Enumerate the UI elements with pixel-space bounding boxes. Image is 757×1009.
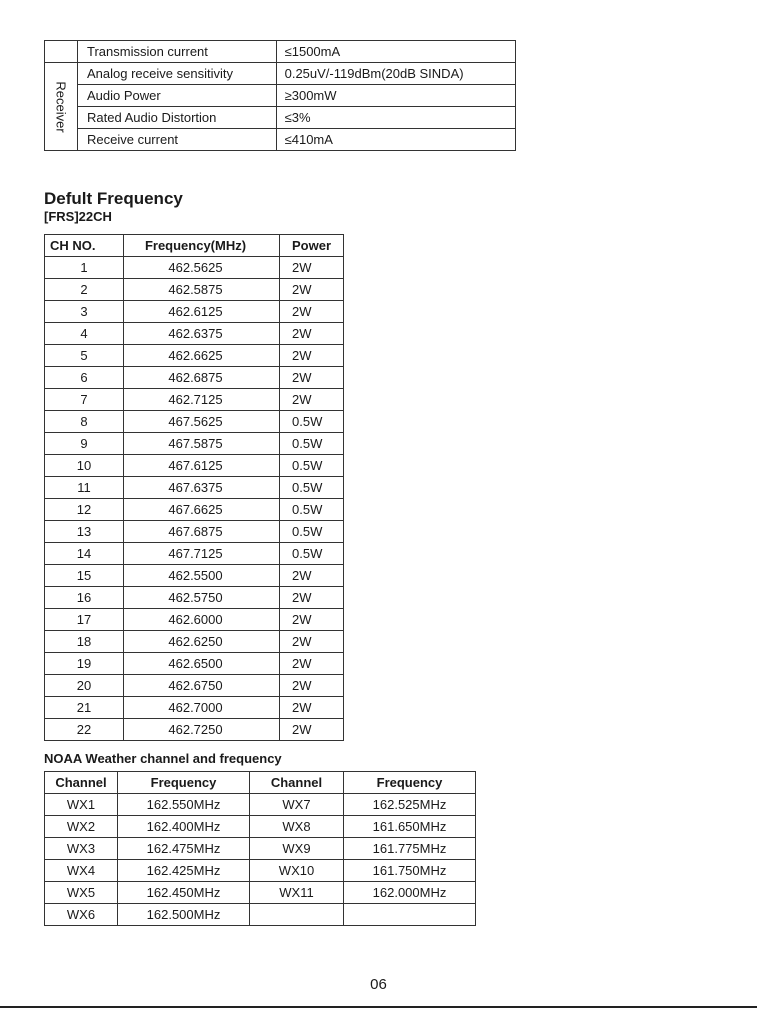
table-row [45,631,344,653]
table-row [45,367,344,389]
channel-power: 2W [280,345,344,367]
channel-number: 22 [45,719,124,741]
channel-number: 9 [45,433,124,455]
channel-power: 0.5W [280,543,344,565]
channel-number: 2 [45,279,124,301]
channel-frequency: 467.6125 [124,455,280,477]
table-row [45,882,476,904]
table-row [45,301,344,323]
channel-power: 0.5W [280,521,344,543]
channel-frequency: 467.6875 [124,521,280,543]
channel-number: 5 [45,345,124,367]
channel-frequency: 462.5625 [124,257,280,279]
table-row [45,609,344,631]
table-row [45,323,344,345]
noaa-channel: WX7 [250,794,344,816]
channel-frequency: 467.6625 [124,499,280,521]
channel-power: 0.5W [280,455,344,477]
spec-label: Audio Power [78,85,277,107]
noaa-frequency: 162.400MHz [118,816,250,838]
table-row [45,860,476,882]
channel-number: 14 [45,543,124,565]
channel-number: 8 [45,411,124,433]
table-row [45,41,516,63]
noaa-title: NOAA Weather channel and frequency [44,751,282,766]
column-header: Channel [250,772,344,794]
channel-power: 2W [280,631,344,653]
channel-frequency: 462.7000 [124,697,280,719]
table-row [45,838,476,860]
channel-power: 2W [280,697,344,719]
noaa-frequency [344,904,476,926]
noaa-channel: WX9 [250,838,344,860]
table-row [45,697,344,719]
channel-power: 2W [280,301,344,323]
channel-power: 2W [280,279,344,301]
noaa-frequency: 161.775MHz [344,838,476,860]
table-row [45,433,344,455]
channel-frequency: 462.6625 [124,345,280,367]
receiver-side-label: Receiver [53,80,69,133]
channel-number: 13 [45,521,124,543]
channel-power: 2W [280,719,344,741]
channel-frequency: 462.6000 [124,609,280,631]
channel-number: 11 [45,477,124,499]
table-row [45,816,476,838]
table-row [45,63,516,85]
table-row [45,389,344,411]
channel-frequency: 462.5875 [124,279,280,301]
channel-number: 15 [45,565,124,587]
table-row [45,719,344,741]
table-row [45,129,516,151]
channel-frequency: 462.6375 [124,323,280,345]
channel-number: 16 [45,587,124,609]
channel-power: 2W [280,389,344,411]
channel-frequency: 462.5750 [124,587,280,609]
side-cell-blank [45,41,78,63]
spec-label: Rated Audio Distortion [78,107,277,129]
noaa-frequency: 162.525MHz [344,794,476,816]
receiver-spec-table [44,40,516,151]
table-row [45,85,516,107]
noaa-frequency: 161.750MHz [344,860,476,882]
channel-frequency: 462.5500 [124,565,280,587]
channel-number: 4 [45,323,124,345]
section-subtitle: [FRS]22CH [44,209,112,224]
noaa-channel: WX4 [45,860,118,882]
channel-number: 21 [45,697,124,719]
column-header: Power [280,235,344,257]
channel-frequency: 462.6125 [124,301,280,323]
channel-number: 18 [45,631,124,653]
noaa-channel: WX11 [250,882,344,904]
channel-power: 2W [280,609,344,631]
table-header-row [45,772,476,794]
channel-power: 0.5W [280,477,344,499]
spec-label: Transmission current [78,41,277,63]
noaa-frequency: 161.650MHz [344,816,476,838]
channel-number: 12 [45,499,124,521]
noaa-channel-table [44,771,476,926]
spec-value: ≤1500mA [276,41,515,63]
noaa-frequency: 162.550MHz [118,794,250,816]
channel-number: 20 [45,675,124,697]
table-row [45,279,344,301]
section-title: Defult Frequency [44,189,183,208]
table-row [45,904,476,926]
table-row [45,565,344,587]
table-row [45,794,476,816]
table-row [45,257,344,279]
table-row [45,587,344,609]
column-header: Frequency [344,772,476,794]
noaa-frequency: 162.450MHz [118,882,250,904]
spec-value: ≤3% [276,107,515,129]
table-row [45,521,344,543]
noaa-channel: WX6 [45,904,118,926]
channel-frequency: 462.7250 [124,719,280,741]
spec-label: Receive current [78,129,277,151]
channel-power: 2W [280,565,344,587]
channel-power: 2W [280,675,344,697]
noaa-channel: WX8 [250,816,344,838]
page-number: 06 [370,976,387,993]
noaa-channel: WX2 [45,816,118,838]
column-header: Frequency(MHz) [124,235,280,257]
channel-frequency: 462.6500 [124,653,280,675]
channel-number: 17 [45,609,124,631]
spec-label: Analog receive sensitivity [78,63,277,85]
table-row [45,499,344,521]
noaa-channel: WX10 [250,860,344,882]
noaa-frequency: 162.500MHz [118,904,250,926]
table-row [45,477,344,499]
channel-frequency: 462.6250 [124,631,280,653]
column-header: Frequency [118,772,250,794]
channel-power: 2W [280,323,344,345]
table-header-row [45,235,344,257]
channel-power: 0.5W [280,499,344,521]
noaa-channel [250,904,344,926]
channel-number: 1 [45,257,124,279]
table-row [45,411,344,433]
table-row [45,543,344,565]
channel-number: 19 [45,653,124,675]
channel-frequency: 467.7125 [124,543,280,565]
channel-frequency: 462.6875 [124,367,280,389]
table-row [45,345,344,367]
channel-frequency: 467.6375 [124,477,280,499]
noaa-channel: WX3 [45,838,118,860]
spec-value: 0.25uV/-119dBm(20dB SINDA) [276,63,515,85]
noaa-frequency: 162.475MHz [118,838,250,860]
channel-power: 2W [280,367,344,389]
channel-number: 6 [45,367,124,389]
channel-number: 10 [45,455,124,477]
channel-power: 2W [280,257,344,279]
column-header: Channel [45,772,118,794]
channel-frequency: 467.5875 [124,433,280,455]
channel-frequency: 467.5625 [124,411,280,433]
spec-value: ≥300mW [276,85,515,107]
noaa-frequency: 162.425MHz [118,860,250,882]
channel-power: 0.5W [280,411,344,433]
table-row [45,107,516,129]
channel-frequency: 462.7125 [124,389,280,411]
channel-frequency: 462.6750 [124,675,280,697]
noaa-frequency: 162.000MHz [344,882,476,904]
spec-value: ≤410mA [276,129,515,151]
column-header: CH NO. [45,235,124,257]
channel-power: 2W [280,587,344,609]
receiver-side-cell [45,63,78,151]
table-row [45,653,344,675]
channel-power: 2W [280,653,344,675]
table-row [45,675,344,697]
channel-number: 3 [45,301,124,323]
channel-power: 0.5W [280,433,344,455]
noaa-channel: WX1 [45,794,118,816]
channel-number: 7 [45,389,124,411]
noaa-channel: WX5 [45,882,118,904]
bottom-rule [0,1006,757,1008]
table-row [45,455,344,477]
frs-channel-table [44,234,344,741]
